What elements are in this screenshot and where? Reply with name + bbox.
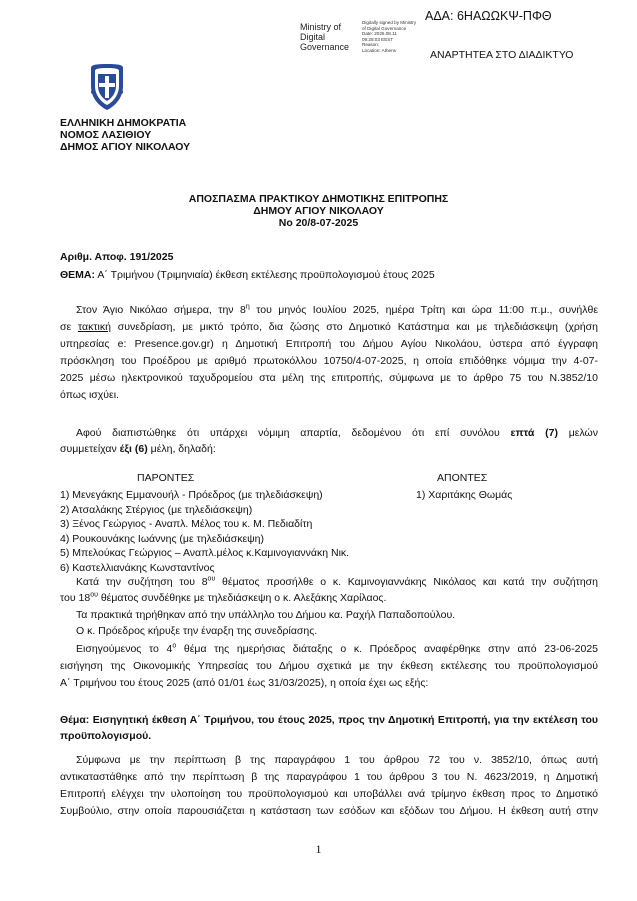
rapporteur-line: Εισηγούμενος το $4^o$ θέμα της ημερήσιας διάταξης ο κ. Πρόεδρος αναφέρθηκε στην από 23-06-2025 (76, 642, 598, 655)
report-subject (60, 712, 598, 744)
issuing-authority (60, 117, 190, 153)
present-list (60, 488, 349, 575)
intro-paragraph (60, 302, 598, 404)
present-header: ΠΑΡΟΝΤΕΣ (137, 472, 195, 484)
page-number: 1 (315, 842, 322, 856)
quorum-paragraph (60, 425, 598, 457)
authority-line: ΕΛΛΗΝΙΚΗ ΔΗΜΟΚΡΑΤΙΑ (60, 117, 187, 129)
signature-line: Governance (300, 42, 350, 52)
list-item: 1) Χαριτάκης Θωμάς (416, 489, 513, 501)
intro-line: όπως ισχύει. (60, 389, 119, 401)
session-opening: Ο κ. Πρόεδρος κήρυξε την έναρξη της συνεδρίασης. (76, 625, 318, 637)
signature-details (362, 20, 432, 54)
signature-detail: Location: Athens (362, 47, 396, 53)
title-line: ΔΗΜΟΥ ΑΓΙΟΥ ΝΙΚΟΛΑΟΥ (253, 205, 384, 217)
signature-detail: 09:28:03 EEST (362, 36, 394, 42)
body-line: Συμβούλιο, στην οποία παρουσιάζεται η κατάσταση των εσόδων και εξόδων του Δήμου. Η έκθεση αυτή στην (60, 805, 598, 817)
authority-line: ΔΗΜΟΣ ΑΓΙΟΥ ΝΙΚΟΛΑΟΥ (60, 141, 191, 153)
report-subject-line: Θέμα: Εισηγητική έκθεση Α΄ Τριμήνου, του έτους 2025, προς την Δημοτική Επιτροπή, για την εκτέλεση του (60, 714, 598, 726)
report-subject-line: προϋπολογισμού. (60, 730, 152, 742)
signature-line: Ministry of (300, 22, 342, 32)
changes-paragraph (60, 574, 598, 606)
intro-line: πρόσκληση του Προέδρου με αριθμό πρωτοκόλλου 10750/4-07-2025, η οποία επιδόθηκε νόμιμα την 4-07- (60, 355, 598, 367)
list-item: 1) Μενεγάκης Εμμανουήλ - Πρόεδρος (με τηλεδιάσκεψη) (60, 489, 323, 501)
intro-line: 2025 μέσω ηλεκτρονικού ταχυδρομείου στα μέλη της επιτροπής, σύμφωνα με το άρθρο 75 του Ν.3852/10 (60, 372, 598, 384)
body-line: Σύμφωνα με την περίπτωση β της παραγράφου 1 του άρθρου 72 του ν. 3852/10, όπως αυτή (76, 754, 598, 766)
authority-line: ΝΟΜΟΣ ΛΑΣΙΘΙΟΥ (60, 129, 152, 141)
rapporteur-paragraph (60, 641, 598, 692)
subject-label: ΘΕΜΑ: (60, 269, 95, 281)
report-body (60, 752, 598, 820)
publication-note: ΑΝΑΡΤΗΤΕΑ ΣΤΟ ΔΙΑΔΙΚΤΥΟ (430, 49, 574, 61)
list-item: 3) Ξένος Γεώργιος - Αναπλ. Μέλος του κ. Μ. Πεδιαδίτη (60, 518, 313, 530)
signature-detail: of Digital Governance (362, 25, 407, 31)
signature-detail: Date: 2025.08.11 (362, 31, 397, 37)
list-item: 2) Ατσαλάκης Στέργιος (με τηλεδιάσκεψη) (60, 503, 253, 516)
minutes-keeper: Τα πρακτικά τηρήθηκαν από την υπάλληλο του Δήμου κα. Ραχήλ Παπαδοπούλου. (76, 609, 456, 621)
changes-line: Κατά την συζήτηση του $8^{o\upsilon}$ θέματος προσήλθε ο κ. Καμινογιαννάκης Νικόλαος και κατά την συζήτηση (76, 575, 598, 588)
signature-block (300, 22, 349, 52)
intro-line: Στον Άγιο Νικόλαο σήμερα, την $8^\eta$ του μηνός Ιουλίου 2025, ημέρα Τρίτη και ώρα 11:00 π.μ., συνήλθε (76, 303, 599, 316)
changes-line: του $18^{o\upsilon}$ θέματος συνδέθηκε με τηλεδιάσκεψη ο κ. Αλεξάκης Χαρίλαος. (60, 591, 387, 604)
body-line: αντικαταστάθηκε από την περίπτωση β της παραγράφου 1 του άρθρου 3 του Ν. 4623/2019, η Δημοτική (60, 771, 598, 783)
subject-text: Α΄ Τριμήνου (Τριμηνιαία) έκθεση εκτέλεσης προϋπολογισμού έτους 2025 (97, 269, 435, 281)
list-item: 5) Μπελούκας Γεώργιος – Αναπλ.μέλος κ.Καμινογιαννάκη Νικ. (60, 547, 350, 559)
signature-line: Digital (300, 32, 326, 42)
list-item: 6) Καστελλιανάκης Κωνσταντίνος (60, 561, 215, 574)
absent-list (416, 488, 512, 503)
list-item: 4) Ρουκουνάκης Ιωάννης (με τηλεδιάσκεψη) (60, 532, 264, 545)
intro-line: υπηρεσίας e: Presence.gov.gr) η Δημοτική Επιτροπή του Δήμου Αγίου Νικολάου, ύστερα από έγγραφη (60, 338, 598, 350)
decision-number: Αριθμ. Αποφ. 191/2025 (60, 251, 174, 263)
rapporteur-line: Α΄ Τριμήνου του έτους 2025 (από 01/01 έως 31/03/2025), η οποία έχει ως εξής: (60, 677, 429, 689)
absent-header: ΑΠΟΝΤΕΣ (437, 472, 488, 484)
quorum-line: Αφού διαπιστώθηκε ότι υπάρχει νόμιμη απαρτία, δεδομένου ότι επί συνόλου επτά (7) μελών (76, 427, 599, 439)
signature-detail: Reason: (362, 42, 380, 48)
title-line: Νο 20/8-07-2025 (278, 217, 359, 229)
decision-subject (60, 269, 435, 282)
document-title (0, 193, 637, 229)
body-line: Επιτροπή ελέγχει την υλοποίηση του προϋπολογισμού και υποβάλλει ανά τρίμηνο έκθεση προς το Δημοτικό (60, 788, 598, 800)
quorum-line: συμμετείχαν έξι (6) μέλη, δηλαδή: (60, 443, 216, 455)
ada-code: ΑΔΑ: 6ΗΑΩΩΚΨ-ΠΦΘ (425, 9, 552, 23)
rapporteur-line: εισήγηση της Οικονομικής Υπηρεσίας του Δήμου σχετικά με την έκθεση εκτέλεσης του προϋπολογισμού (60, 660, 598, 672)
intro-line: σε τακτική συνεδρίαση, με μικτό τρόπο, δια ζώσης στο Δημοτικό Κατάστημα και με τηλεδιάσκεψη (χρήση (60, 321, 598, 333)
signature-detail: Digitally signed by Ministry (362, 20, 417, 25)
title-line: ΑΠΟΣΠΑΣΜΑ ΠΡΑΚΤΙΚΟΥ ΔΗΜΟΤΙΚΗΣ ΕΠΙΤΡΟΠΗΣ (188, 193, 449, 205)
greek-emblem-icon (87, 62, 127, 112)
